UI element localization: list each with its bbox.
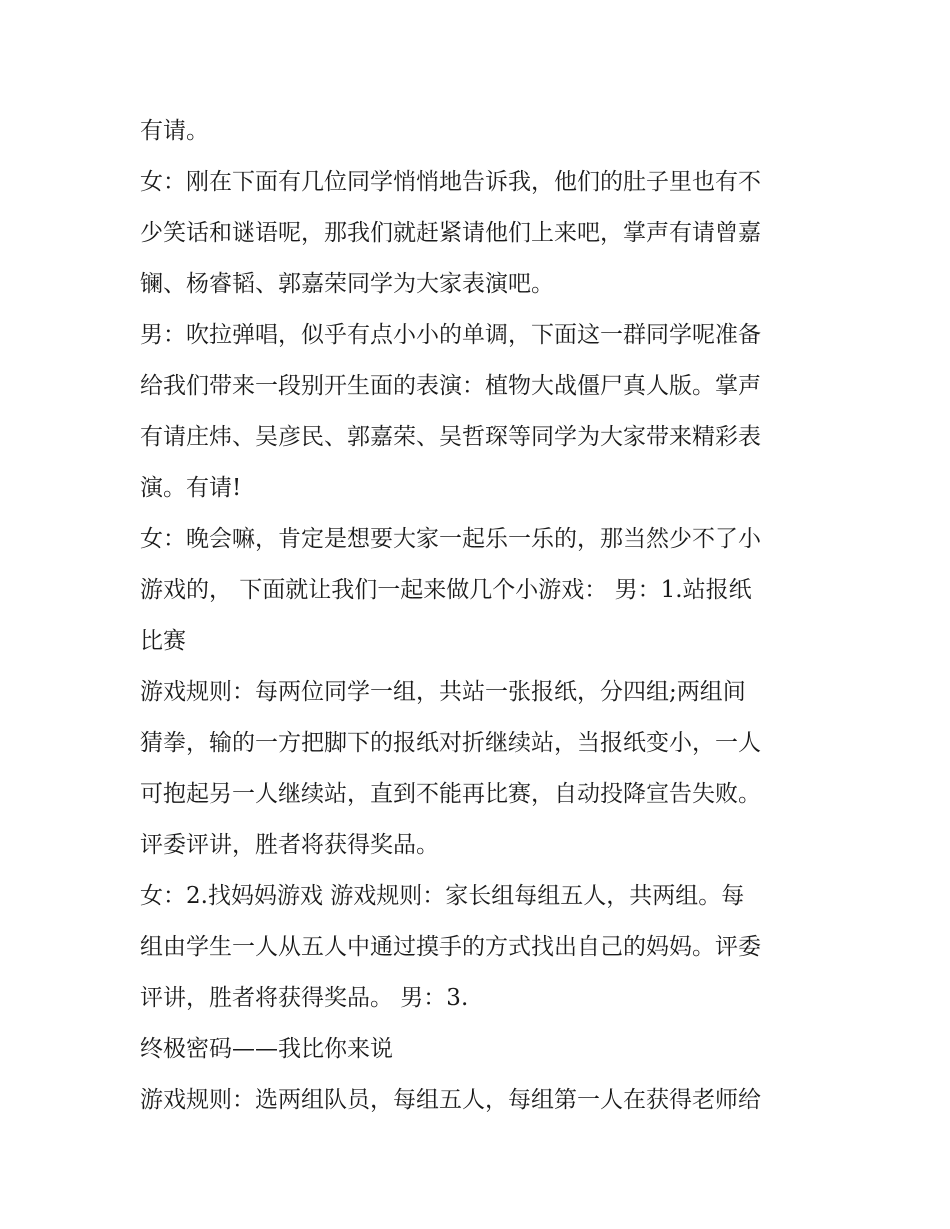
text-line: 评讲，胜者将获得奖品。 男：3. <box>140 985 469 1011</box>
text-line: 演。有请! <box>140 475 242 501</box>
text-line: 有请庄炜、吴彦民、郭嘉荣、吴哲琛等同学为大家带来精彩表 <box>140 424 761 450</box>
text-line: 游戏规则：每两位同学一组，共站一张报纸，分四组;两组间 <box>140 679 746 705</box>
document-body <box>140 106 820 1126</box>
text-line: 猜拳，输的一方把脚下的报纸对折继续站，当报纸变小，一人 <box>140 730 761 756</box>
text-line: 给我们带来一段别开生面的表演：植物大战僵尸真人版。掌声 <box>140 373 761 399</box>
text-line: 终极密码——我比你来说 <box>140 1036 393 1062</box>
text-line: 少笑话和谜语呢，那我们就赶紧请他们上来吧，掌声有请曾嘉 <box>140 220 761 246</box>
text-line: 女：晚会嘛，肯定是想要大家一起乐一乐的，那当然少不了小 <box>140 526 761 552</box>
text-line: 游戏规则：选两组队员，每组五人，每组第一人在获得老师给 <box>140 1087 761 1113</box>
text-line: 可抱起另一人继续站，直到不能再比赛，自动投降宣告失败。 <box>140 781 761 807</box>
text-line: 镧、杨睿韬、郭嘉荣同学为大家表演吧。 <box>140 271 554 297</box>
text-line: 游戏的， 下面就让我们一起来做几个小游戏： 男：1.站报纸 <box>140 577 752 603</box>
text-line: 比赛 <box>140 628 186 654</box>
text-line: 有请。 <box>140 118 209 144</box>
text-line: 组由学生一人从五人中通过摸手的方式找出自己的妈妈。评委 <box>140 934 761 960</box>
text-line: 男：吹拉弹唱，似乎有点小小的单调，下面这一群同学呢准备 <box>140 322 761 348</box>
text-line: 女：刚在下面有几位同学悄悄地告诉我，他们的肚子里也有不 <box>140 169 761 195</box>
text-line: 女：2.找妈妈游戏 游戏规则：家长组每组五人，共两组。每 <box>140 883 745 909</box>
text-line: 评委评讲，胜者将获得奖品。 <box>140 832 439 858</box>
